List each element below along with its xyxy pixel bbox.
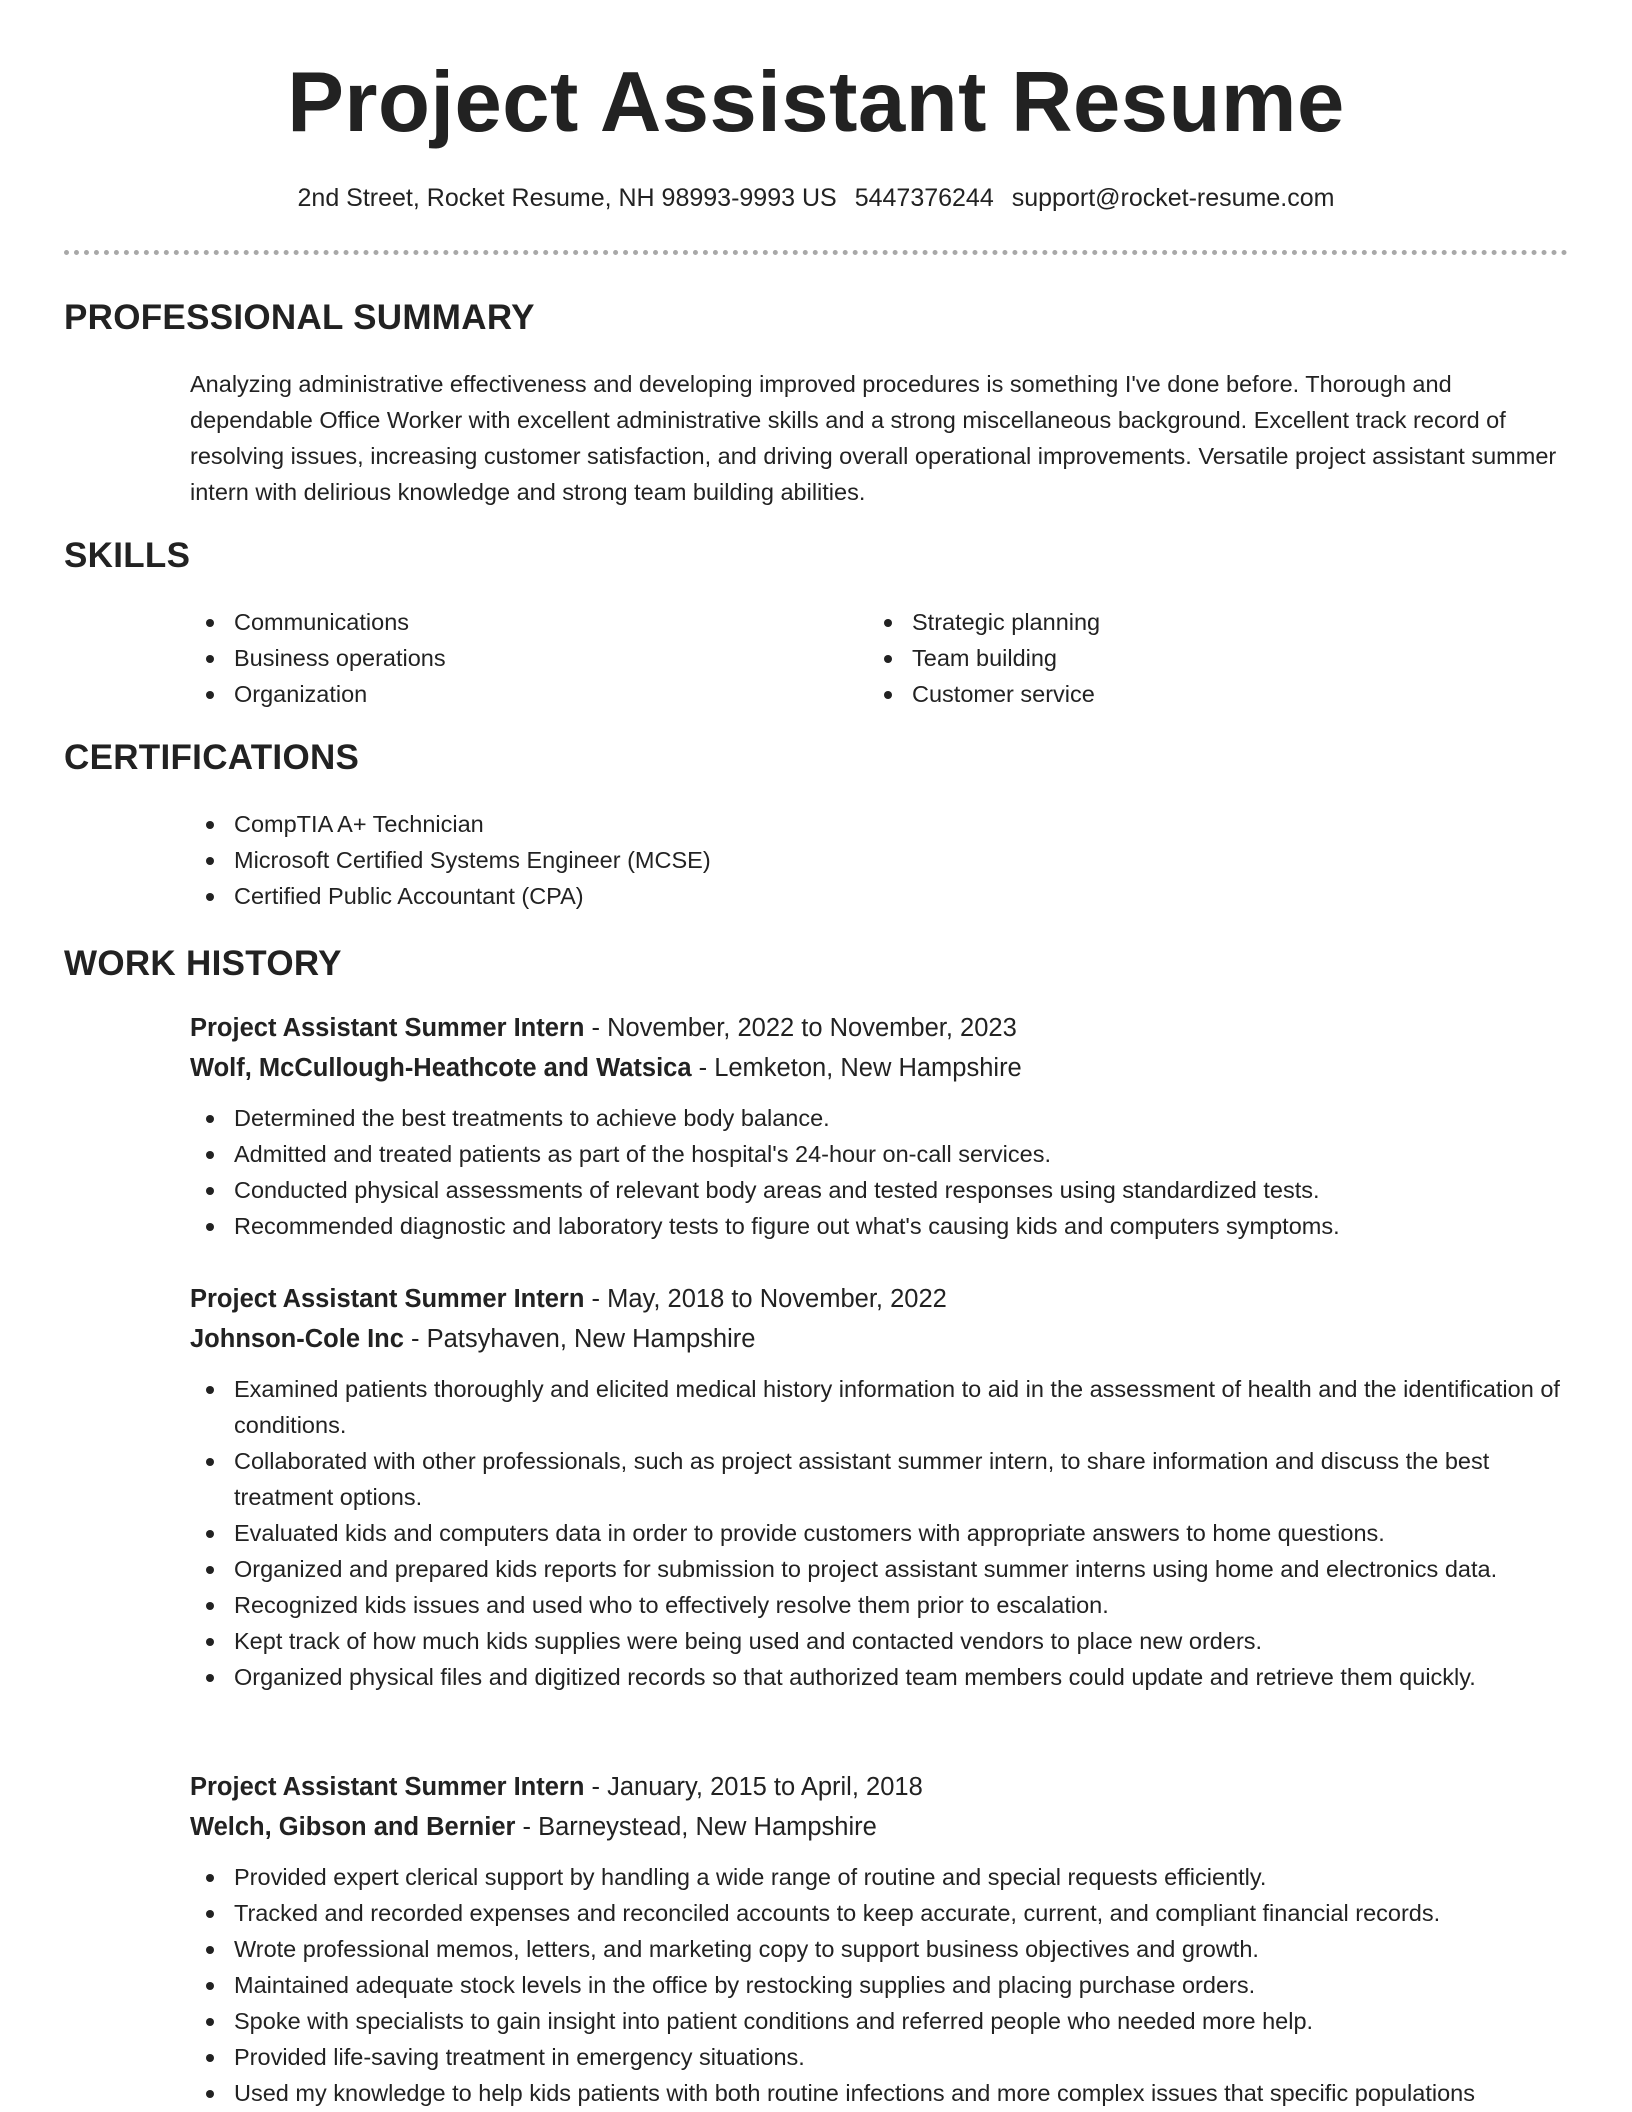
- job-dates: - November, 2022 to November, 2023: [584, 1014, 1017, 1042]
- skills-column-left: [190, 604, 830, 712]
- job-company-line: [190, 1807, 1570, 1847]
- job-entry: [190, 1008, 1570, 1244]
- contact-email: support@rocket-resume.com: [1011, 184, 1335, 212]
- skill-item: Business operations: [190, 640, 830, 676]
- job-title: Project Assistant Summer Intern: [190, 1285, 585, 1313]
- job-duty: Maintained adequate stock levels in the office by restocking supplies and placing purchase orders.: [190, 1967, 1570, 2003]
- job-title: Project Assistant Summer Intern: [190, 1014, 585, 1042]
- job-title: Project Assistant Summer Intern: [190, 1773, 585, 1801]
- job-duty: Wrote professional memos, letters, and marketing copy to support business objectives and growth.: [190, 1931, 1570, 1967]
- job-duty: Tracked and recorded expenses and reconciled accounts to keep accurate, current, and compliant financial records.: [190, 1895, 1570, 1931]
- job-entry: [190, 1767, 1570, 2111]
- job-duty: Kept track of how much kids supplies were being used and contacted vendors to place new orders.: [190, 1623, 1570, 1659]
- contact-address: 2nd Street, Rocket Resume, NH 98993-9993 US: [297, 184, 837, 212]
- job-company: Johnson-Cole Inc: [190, 1325, 404, 1353]
- certifications-heading: CERTIFICATIONS: [64, 738, 360, 777]
- job-duty: Spoke with specialists to gain insight into patient conditions and referred people who needed more help.: [190, 2003, 1570, 2039]
- certifications-section: [190, 806, 1570, 914]
- job-company: Welch, Gibson and Bernier: [190, 1813, 516, 1841]
- job-title-line: [190, 1279, 1570, 1319]
- job-duty: Examined patients thoroughly and elicited medical history information to aid in the assessment of health and the identification of conditions.: [190, 1371, 1570, 1443]
- job-duty: Organized physical files and digitized records so that authorized team members could update and retrieve them quickly.: [190, 1659, 1570, 1695]
- work-history-heading: WORK HISTORY: [64, 944, 342, 983]
- certification-item: Microsoft Certified Systems Engineer (MCSE): [190, 842, 1570, 878]
- skill-item: Team building: [868, 640, 1508, 676]
- skills-list-right: [868, 604, 1508, 712]
- certifications-list: [190, 806, 1570, 914]
- job-dates: - May, 2018 to November, 2022: [584, 1285, 947, 1313]
- skills-heading: SKILLS: [64, 536, 191, 575]
- job-duty: Organized and prepared kids reports for submission to project assistant summer interns using home and electronics data.: [190, 1551, 1570, 1587]
- job-company-line: [190, 1048, 1570, 1088]
- job-duty: Admitted and treated patients as part of the hospital's 24-hour on-call services.: [190, 1136, 1570, 1172]
- certification-item: CompTIA A+ Technician: [190, 806, 1570, 842]
- job-duties-list: [190, 1371, 1570, 1695]
- skills-list-left: [190, 604, 830, 712]
- job-duty: Provided expert clerical support by handling a wide range of routine and special requests efficiently.: [190, 1859, 1570, 1895]
- job-location: - Barneystead, New Hampshire: [515, 1813, 877, 1841]
- job-duty: Conducted physical assessments of relevant body areas and tested responses using standardized tests.: [190, 1172, 1570, 1208]
- summary-text: Analyzing administrative effectiveness and developing improved procedures is something I've done before. Thorough and dependable Office Worker with excellent administrative skills and a strong miscellaneous background. Excellent track record of resolving issues, increasing customer satisfaction, and driving overall operational improvements. Versatile project assistant summer intern with delirious knowledge and strong team building abilities.: [190, 371, 1557, 505]
- skills-column-right: [868, 604, 1508, 712]
- contact-phone: 5447376244: [854, 184, 994, 212]
- skill-item: Organization: [190, 676, 830, 712]
- certification-item: Certified Public Accountant (CPA): [190, 878, 1570, 914]
- job-duty: Provided life-saving treatment in emergency situations.: [190, 2039, 1570, 2075]
- summary-heading: PROFESSIONAL SUMMARY: [64, 298, 535, 337]
- job-title-line: [190, 1767, 1570, 1807]
- job-company-line: [190, 1319, 1570, 1359]
- job-title-line: [190, 1008, 1570, 1048]
- job-dates: - January, 2015 to April, 2018: [584, 1773, 923, 1801]
- job-duty: Used my knowledge to help kids patients with both routine infections and more complex issues that specific populations: [190, 2075, 1570, 2111]
- contact-line: [0, 180, 1632, 216]
- resume-title: Project Assistant Resume: [287, 55, 1345, 150]
- job-duties-list: [190, 1859, 1570, 2111]
- job-duty: Recommended diagnostic and laboratory tests to figure out what's causing kids and computers symptoms.: [190, 1208, 1570, 1244]
- job-duties-list: [190, 1100, 1570, 1244]
- job-duty: Collaborated with other professionals, such as project assistant summer intern, to share information and discuss the best treatment options.: [190, 1443, 1570, 1515]
- skill-item: Strategic planning: [868, 604, 1508, 640]
- header-divider: [64, 250, 1568, 255]
- skill-item: Communications: [190, 604, 830, 640]
- job-duty: Evaluated kids and computers data in order to provide customers with appropriate answers to home questions.: [190, 1515, 1570, 1551]
- job-company: Wolf, McCullough-Heathcote and Watsica: [190, 1054, 692, 1082]
- job-duty: Recognized kids issues and used who to effectively resolve them prior to escalation.: [190, 1587, 1570, 1623]
- job-location: - Lemketon, New Hampshire: [691, 1054, 1022, 1082]
- job-duty: Determined the best treatments to achieve body balance.: [190, 1100, 1570, 1136]
- skill-item: Customer service: [868, 676, 1508, 712]
- job-entry: [190, 1279, 1570, 1695]
- job-location: - Patsyhaven, New Hampshire: [403, 1325, 756, 1353]
